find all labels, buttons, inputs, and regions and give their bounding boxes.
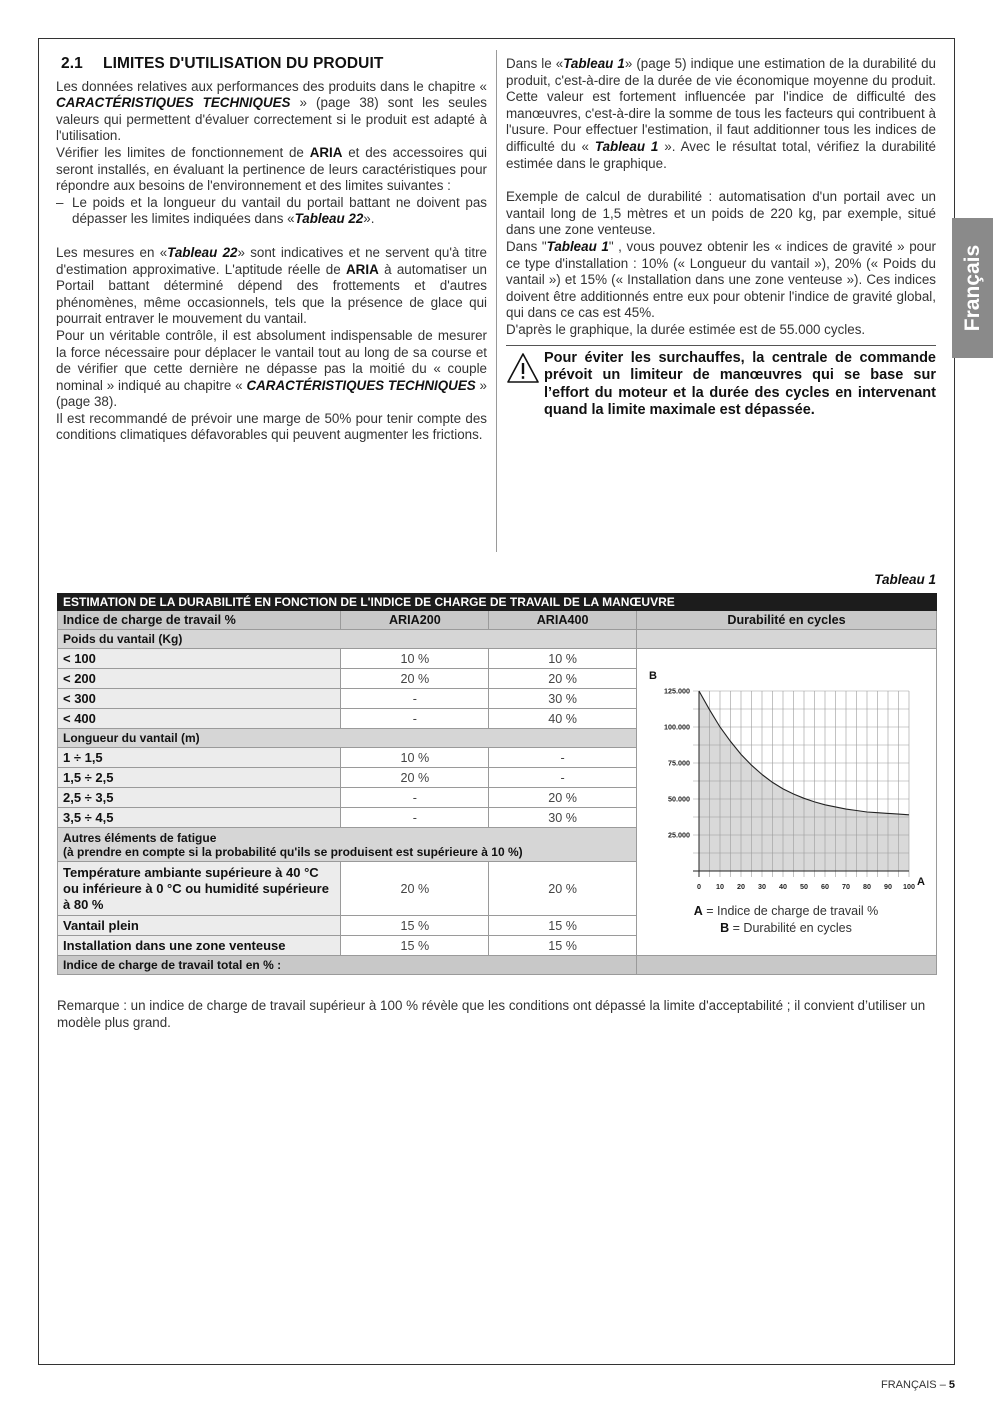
row-label: 1,5 ÷ 2,5 xyxy=(58,768,341,788)
page-number: 5 xyxy=(948,1379,955,1391)
cell-aria200: 20 % xyxy=(341,768,489,788)
text-run: ». xyxy=(363,211,375,227)
text-run: » (page 38) sont les seules valeurs qui permettent d'évaluer correctement si le produit est adapté à l'utilisation. xyxy=(56,95,487,144)
cell-aria400: 20 % xyxy=(489,788,637,808)
chapter-reference: CARACTÉRISTIQUES TECHNIQUES xyxy=(56,95,291,111)
text-run: » (page 38). xyxy=(56,377,487,410)
cell-aria400: 20 % xyxy=(489,862,637,916)
language-tab-label: Français xyxy=(960,244,984,332)
control-paragraph xyxy=(56,328,487,411)
durability-paragraph xyxy=(506,56,936,172)
chart-x-tick-label: 60 xyxy=(820,882,829,891)
row-label: < 400 xyxy=(58,709,341,729)
table-row xyxy=(58,649,937,669)
cell-aria200: - xyxy=(341,788,489,808)
cell-aria200: 15 % xyxy=(341,936,489,956)
chart-legend-b-key: B xyxy=(720,921,730,935)
footer-label: FRANÇAIS – xyxy=(881,1379,949,1391)
table-title: ESTIMATION DE LA DURABILITÉ EN FONCTION DE L'INDICE DE CHARGE DE TRAVAIL DE LA MANŒUVRE xyxy=(58,594,937,611)
warning-icon xyxy=(506,350,544,420)
cell-aria200: 15 % xyxy=(341,916,489,936)
row-label: 1 ÷ 1,5 xyxy=(58,748,341,768)
text-run: ». Avec le résultat total, vérifiez la durabilité estimée dans le graphique. xyxy=(506,138,936,171)
right-column xyxy=(506,56,936,420)
table-reference: Tableau 1 xyxy=(594,138,659,154)
cell-aria400: 15 % xyxy=(489,936,637,956)
total-chart-blank xyxy=(636,956,936,975)
chart-header-blank xyxy=(636,630,936,649)
cell-aria200: 20 % xyxy=(341,669,489,689)
chart-x-tick-label: 70 xyxy=(841,882,850,891)
chart-legend-a-key: A xyxy=(693,904,703,918)
text-run: et des accessoires qui seront installés, en évaluant la pertinence de leurs caractéristiques pour répondre aux besoins de l'environnement et des limites suivantes : xyxy=(56,144,487,194)
measures-paragraph xyxy=(56,245,487,328)
chart-x-tick-label: 40 xyxy=(778,882,787,891)
example-paragraph: Exemple de calcul de durabilité : automatisation d'un portail avec un vantail long de 1,5 mètres et un poids de 220 kg, par exemple, situé dans une zone venteuse. xyxy=(506,189,936,238)
text-run: à automatiser un Portail battant déterminé dépend des frottements et d'autres phénomènes, même occasionnels, tels que la présence de glace qui pourrait entraver le mouvement du vantail. xyxy=(56,261,488,327)
cell-aria200: 10 % xyxy=(341,748,489,768)
table-header-row xyxy=(58,611,937,630)
section-heading xyxy=(61,56,487,73)
header-index: Indice de charge de travail % xyxy=(58,611,341,630)
total-row xyxy=(58,956,937,975)
column-divider xyxy=(496,50,497,552)
chart-x-tick-label: 10 xyxy=(715,882,724,891)
chart-x-tick-label: 20 xyxy=(736,882,745,891)
cell-aria400: - xyxy=(489,768,637,788)
table-title-row xyxy=(58,594,937,611)
cell-aria400: 40 % xyxy=(489,709,637,729)
chart-x-tick-label: 30 xyxy=(757,882,766,891)
group-label-line2: (à prendre en compte si la probabilité qu'ils se produisent est supérieure à 10 %) xyxy=(63,844,523,859)
chart-y-tick-label: 25.000 xyxy=(668,830,690,840)
table-reference: Tableau 1 xyxy=(563,56,625,71)
bullet-dash: – xyxy=(56,194,64,210)
cell-aria200: 20 % xyxy=(341,862,489,916)
group-row-weight xyxy=(58,630,937,649)
text-run: Pour un véritable contrôle, il est absolument indispensable de mesurer la force nécessaire pour déplacer le vantail tout au long de sa course et de vérifier que cette dernière ne dépasse pas la moitié du « couple nominal » indiqué au chapitre « xyxy=(56,327,487,393)
section-number: 2.1 xyxy=(61,55,83,72)
table-reference: Tableau 22 xyxy=(167,244,238,260)
row-label: < 200 xyxy=(58,669,341,689)
durability-chart xyxy=(637,649,935,954)
page-footer xyxy=(881,1379,955,1391)
chart-x-tick-label: 50 xyxy=(799,882,808,891)
row-label: < 100 xyxy=(58,649,341,669)
indices-paragraph xyxy=(506,239,936,322)
text-run: Les données relatives aux performances des produits dans le chapitre « xyxy=(56,78,487,94)
cell-aria200: - xyxy=(341,709,489,729)
product-name: ARIA xyxy=(309,144,343,160)
chart-y-axis-letter: B xyxy=(648,670,657,682)
row-label: Vantail plein xyxy=(58,916,341,936)
text-run: Dans le « xyxy=(506,56,564,71)
chart-x-tick-label: 80 xyxy=(862,882,871,891)
text-run: Vérifier les limites de fonctionnement de xyxy=(56,144,310,160)
cell-aria200: - xyxy=(341,689,489,709)
header-durability: Durabilité en cycles xyxy=(636,611,936,630)
group-label: Longueur du vantail (m) xyxy=(58,729,637,748)
cell-aria400: - xyxy=(489,748,637,768)
section-title: LIMITES D'UTILISATION DU PRODUIT xyxy=(103,55,384,72)
chart-y-tick-label: 75.000 xyxy=(668,758,690,768)
intro-paragraph xyxy=(56,79,487,145)
warning-text: Pour éviter les surchauffes, la centrale de commande prévoit un limiteur de manœuvres qui se base sur l’effort du moteur et la durée des cycles en intervenant quand la limite maximale est dépassée. xyxy=(544,349,936,419)
total-label: Indice de charge de travail total en % : xyxy=(58,956,637,975)
chart-y-tick-label: 50.000 xyxy=(668,794,690,804)
chart-x-tick-label: 100 xyxy=(902,882,915,891)
cell-aria200: 10 % xyxy=(341,649,489,669)
cell-aria400: 30 % xyxy=(489,689,637,709)
chart-cell xyxy=(636,649,936,956)
group-label xyxy=(58,828,637,862)
chart-x-tick-label: 90 xyxy=(883,882,892,891)
table-caption: Tableau 1 xyxy=(874,572,936,587)
cell-aria400: 20 % xyxy=(489,669,637,689)
chart-legend-b-text: = Durabilité en cycles xyxy=(729,921,852,935)
chart-legend-a xyxy=(694,904,878,918)
limit-bullet xyxy=(56,195,487,228)
cell-aria400: 30 % xyxy=(489,808,637,828)
text-run: Les mesures en « xyxy=(56,244,168,260)
product-name: ARIA xyxy=(346,261,379,277)
text-run: » (page 5) indique une estimation de la durabilité du produit, c'est-à-dire de la durée de vie économique moyenne du produit. Cette valeur est fortement influencée par l'indice de difficulté des manœuvres, c'est-à-dire la somme de tous les facteurs qui contribuent à l'usure. Pour effectuer l'estimation, il faut additionner tous les indices de difficulté du « xyxy=(506,56,936,154)
text-run: Le poids et la longueur du vantail du portail battant ne doivent pas dépasser les limites indiquées dans « xyxy=(72,194,487,227)
chart-y-tick-label: 125.000 xyxy=(664,686,690,696)
row-label: Installation dans une zone venteuse xyxy=(58,936,341,956)
cell-aria200: - xyxy=(341,808,489,828)
group-label: Poids du vantail (Kg) xyxy=(58,630,637,649)
remark-note: Remarque : un indice de charge de travail supérieur à 100 % révèle que les conditions ont dépassé la limite d'acceptabilité ; il convient d’utiliser un modèle plus grand. xyxy=(57,998,926,1030)
limits-paragraph xyxy=(56,145,487,195)
header-aria200: ARIA200 xyxy=(341,611,489,630)
group-label-line1: Autres éléments de fatigue xyxy=(63,830,217,845)
left-column xyxy=(56,56,487,444)
row-label: 2,5 ÷ 3,5 xyxy=(58,788,341,808)
chart-y-tick-label: 100.000 xyxy=(664,722,690,732)
warning-box xyxy=(506,345,936,420)
margin-paragraph: Il est recommandé de prévoir une marge de 50% pour tenir compte des conditions climatiques défavorables qui peuvent augmenter les frictions. xyxy=(56,410,487,443)
text-run: Dans " xyxy=(506,238,547,254)
row-label: Température ambiante supérieure à 40 °C ou inférieure à 0 °C ou humidité supérieure à 80 % xyxy=(58,862,341,916)
text-run: » sont indicatives et ne servent qu'à titre d'estimation approximative. L'aptitude réelle de xyxy=(56,244,488,277)
row-label: < 300 xyxy=(58,689,341,709)
chart-legend-a-text: = Indice de charge de travail % xyxy=(702,904,879,918)
chapter-reference: CARACTÉRISTIQUES TECHNIQUES xyxy=(246,377,476,393)
table-reference: Tableau 22 xyxy=(294,211,364,227)
header-aria400: ARIA400 xyxy=(489,611,637,630)
chart-legend-b xyxy=(720,921,852,935)
cell-aria400: 15 % xyxy=(489,916,637,936)
table-reference: Tableau 1 xyxy=(546,238,609,254)
language-tab xyxy=(952,218,993,358)
chart-x-axis-letter: A xyxy=(916,876,925,888)
result-paragraph: D'après le graphique, la durée estimée est de 55.000 cycles. xyxy=(506,321,866,337)
cell-aria400: 10 % xyxy=(489,649,637,669)
durability-table xyxy=(57,593,937,975)
row-label: 3,5 ÷ 4,5 xyxy=(58,808,341,828)
chart-x-tick-label: 0 xyxy=(696,882,701,891)
text-run: " , vous pouvez obtenir les « indices de gravité » pour ce type d'installation : 10% (« Longueur du vantail »), 20% (« Poids du vantail ») et 15% (« Installation dans une zone venteuse »). Ces indices doivent être additionnés entre eux pour obtenir l'indice de gravité global, qui dans ce cas est 45%. xyxy=(506,238,937,321)
